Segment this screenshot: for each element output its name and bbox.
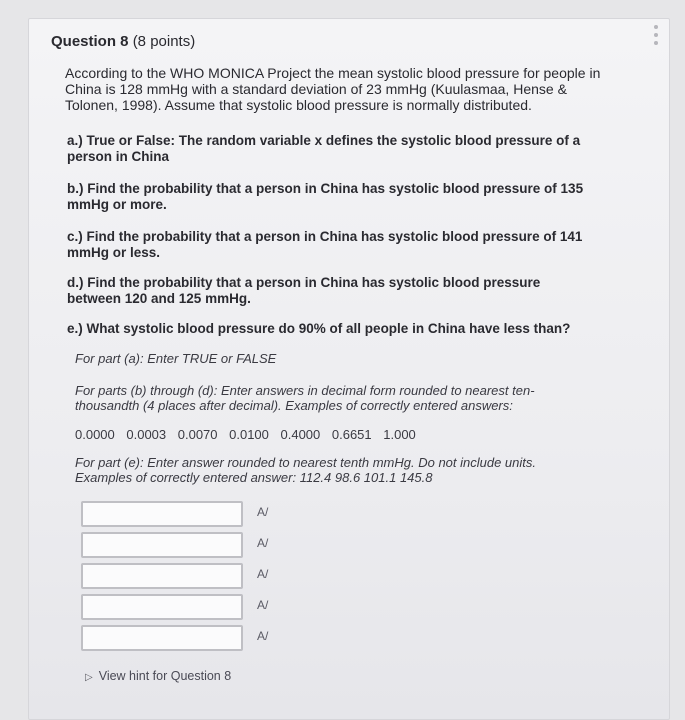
part-c-text: c.) Find the probability that a person in China has systolic blood pressure of 141 mmHg or less. xyxy=(67,229,583,260)
instruction-part-a: For part (a): Enter TRUE or FALSE xyxy=(75,351,277,366)
view-hint-link[interactable] xyxy=(85,669,231,683)
answer-input-c[interactable] xyxy=(81,563,243,589)
question-number: Question 8 xyxy=(51,33,129,50)
play-triangle-icon: ▷ xyxy=(85,672,93,683)
formula-check-icon[interactable]: A/ xyxy=(257,629,269,643)
instruction-parts-b-d: For parts (b) through (d): Enter answers in decimal form rounded to nearest ten-thousandth (4 places after decimal). Examples of correctly entered answers: xyxy=(75,383,535,413)
formula-check-icon[interactable]: A/ xyxy=(257,505,269,519)
formula-check-icon[interactable]: A/ xyxy=(257,567,269,581)
question-card xyxy=(28,18,670,720)
answer-input-a[interactable] xyxy=(81,501,243,527)
part-d-text: d.) Find the probability that a person in China has systolic blood pressure between 120 and 125 mmHg. xyxy=(67,275,541,306)
question-title xyxy=(51,33,195,50)
more-options-icon[interactable] xyxy=(651,25,661,49)
part-a-text: a.) True or False: The random variable x defines the systolic blood pressure of a person in China xyxy=(67,133,581,164)
answer-input-d[interactable] xyxy=(81,594,243,620)
examples-parts-b-d: 0.0000 0.0003 0.0070 0.0100 0.4000 0.6651 1.000 xyxy=(75,427,416,442)
view-hint-label: View hint for Question 8 xyxy=(98,669,232,683)
answer-input-b[interactable] xyxy=(81,532,243,558)
formula-check-icon[interactable]: A/ xyxy=(257,598,269,612)
question-points: (8 points) xyxy=(132,33,196,50)
formula-check-icon[interactable]: A/ xyxy=(257,536,269,550)
part-b-text: b.) Find the probability that a person in China has systolic blood pressure of 135 mmHg or more. xyxy=(67,181,584,212)
question-intro: According to the WHO MONICA Project the mean systolic blood pressure for people in China is 128 mmHg with a standard deviation of 23 mmHg (Kuulasmaa, Hense & Tolonen, 1998). Assume that systolic blood pressure is normally distributed. xyxy=(65,65,601,113)
instruction-part-e: For part (e): Enter answer rounded to nearest tenth mmHg. Do not include units. Examples of correctly entered answer: 112.4 98.6 101.1 145.8 xyxy=(75,455,537,485)
part-e-text: e.) What systolic blood pressure do 90% of all people in China have less than? xyxy=(67,321,571,336)
answer-input-e[interactable] xyxy=(81,625,243,651)
